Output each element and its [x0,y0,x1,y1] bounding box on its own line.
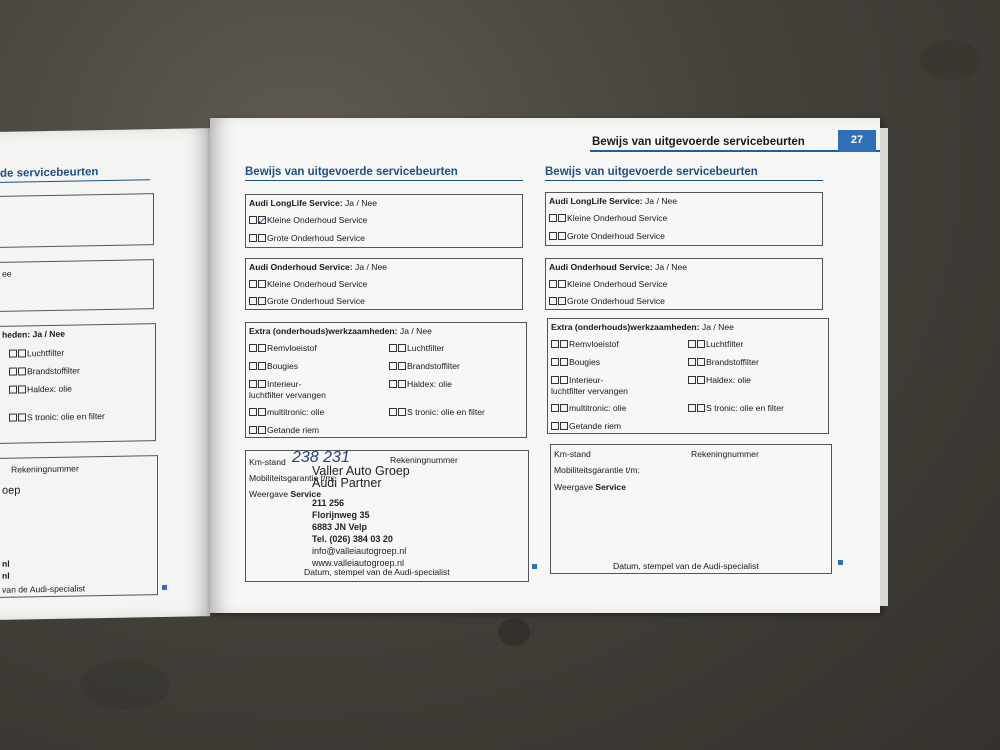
longlife-item: Grote Onderhoud Service [567,231,665,241]
left-box-1 [0,193,154,248]
checkmark-handwritten: ✓ [256,214,267,228]
stamp-tel: Tel. (026) 384 03 20 [312,534,393,544]
left-box-2 [0,259,154,312]
extra-item: Bougies [569,357,601,367]
onderhoud-item: Kleine Onderhoud Service [567,279,668,289]
stamp-street: Florijnweg 35 [312,510,370,520]
service-label: Service [290,489,321,499]
extra-item: Brandstoffilter [706,357,759,367]
extra-item: Brandstoffilter [407,361,460,371]
longlife-choice: Ja / Nee [644,196,677,206]
extra-item: Luchtfilter [407,343,445,353]
extra-item: Luchtfilter [706,339,744,349]
stamp-email: info@valleiautogroep.nl [312,546,407,556]
extra-item: multitronic: olie [267,407,325,417]
extra-item-continued: luchtfilter vervangen [551,386,628,396]
km-label: Km-stand [554,449,591,459]
service-booklet [0,118,890,618]
extra-item: Bougies [267,361,299,371]
floor-spot [80,660,170,710]
rekening-label: Rekeningnummer [390,455,458,465]
mobiliteit-label: Mobiliteitsgarantie t/m: [249,473,335,483]
left-nl: nl [2,570,10,581]
left-item: Haldex: olie [27,383,72,395]
extra-item: multitronic: olie [569,403,627,413]
onderhoud-item: Grote Onderhoud Service [267,296,365,306]
onderhoud-head: Audi Onderhoud Service: [249,262,353,272]
extra-choice: Ja / Nee [701,322,734,332]
extra-item: Getande riem [569,421,622,431]
running-head: Bewijs van uitgevoerde servicebeurten [592,136,805,148]
col2-title: Bewijs van uitgevoerde servicebeurten [545,166,823,181]
floor-spot [920,40,980,80]
left-item: S tronic: olie en filter [27,411,105,423]
footer-label: Datum, stempel van de Audi-specialist [304,567,450,577]
page-edge [880,128,888,606]
left-title: de servicebeurten [0,165,150,183]
onderhoud-head: Audi Onderhoud Service: [549,262,653,272]
extra-item: Interieur- [267,379,302,389]
marker-square [532,564,537,569]
left-item: Luchtfilter [27,347,65,359]
service-label: Service [595,482,626,492]
floor-spot [498,618,530,646]
onderhoud-choice: Ja / Nee [655,262,688,272]
col1-longlife-box [245,194,523,248]
stamp-phone-short: 211 256 [312,498,345,508]
marker-square [162,585,167,590]
extra-item: Interieur- [569,375,604,385]
left-stamp-fragment: oep [2,484,21,497]
left-box3-head: heden: Ja / Nee [2,328,66,340]
stamp-line1: Valler Auto Groep [312,464,410,478]
weergave-label: Weergave [554,482,594,492]
extra-item: Remvloeistof [569,339,619,349]
extra-item-continued: luchtfilter vervangen [249,390,326,400]
extra-item: S tronic: olie en filter [706,403,784,413]
extra-item: Remvloeistof [267,343,317,353]
col1-onderhoud-box [245,258,523,310]
left-box-4 [0,455,158,598]
col2-longlife-box [545,192,823,246]
onderhoud-choice: Ja / Nee [355,262,388,272]
left-footer: van de Audi-specialist [2,583,86,595]
stamp-line2: Audi Partner [312,476,382,490]
longlife-head: Audi LongLife Service: [549,196,643,206]
left-rekening: Rekeningnummer [11,463,79,475]
marker-square [838,560,843,565]
stamp-web: www.valleiautogroep.nl [312,558,405,568]
right-page [210,118,880,613]
km-value-handwritten: 238 231 [292,449,350,466]
longlife-item: Kleine Onderhoud Service [267,215,368,225]
rekening-label: Rekeningnummer [691,449,759,459]
longlife-head: Audi LongLife Service: [249,198,343,208]
footer-label: Datum, stempel van de Audi-specialist [613,561,759,571]
col1-extra-box [245,322,527,438]
left-page [0,128,210,620]
left-item: Brandstoffilter [27,365,80,377]
col2-onderhoud-box [545,258,823,310]
extra-item: Haldex: olie [407,379,452,389]
longlife-item: Grote Onderhoud Service [267,233,365,243]
extra-item: S tronic: olie en filter [407,407,485,417]
col1-stamp-box [245,450,529,582]
km-label: Km-stand [249,457,286,467]
weergave-label: Weergave [249,489,289,499]
dealer-stamp [312,465,410,569]
page-number: 27 [838,130,876,152]
longlife-item: Kleine Onderhoud Service [567,213,668,223]
longlife-choice: Ja / Nee [344,198,377,208]
extra-head: Extra (onderhouds)werkzaamheden: [551,322,700,332]
extra-choice: Ja / Nee [399,326,432,336]
col2-extra-box [547,318,829,434]
mobiliteit-label: Mobiliteitsgarantie t/m: [554,465,640,475]
col1-title: Bewijs van uitgevoerde servicebeurten [245,166,523,181]
extra-item: Getande riem [267,425,320,435]
col2-stamp-box [550,444,832,574]
stamp-city: 6883 JN Velp [312,522,368,532]
left-box-3 [0,323,156,444]
extra-head: Extra (onderhouds)werkzaamheden: [249,326,398,336]
left-nl: nl [2,558,10,569]
onderhoud-item: Grote Onderhoud Service [567,296,665,306]
onderhoud-item: Kleine Onderhoud Service [267,279,368,289]
extra-item: Haldex: olie [706,375,751,385]
left-box2-text: ee [2,268,12,279]
